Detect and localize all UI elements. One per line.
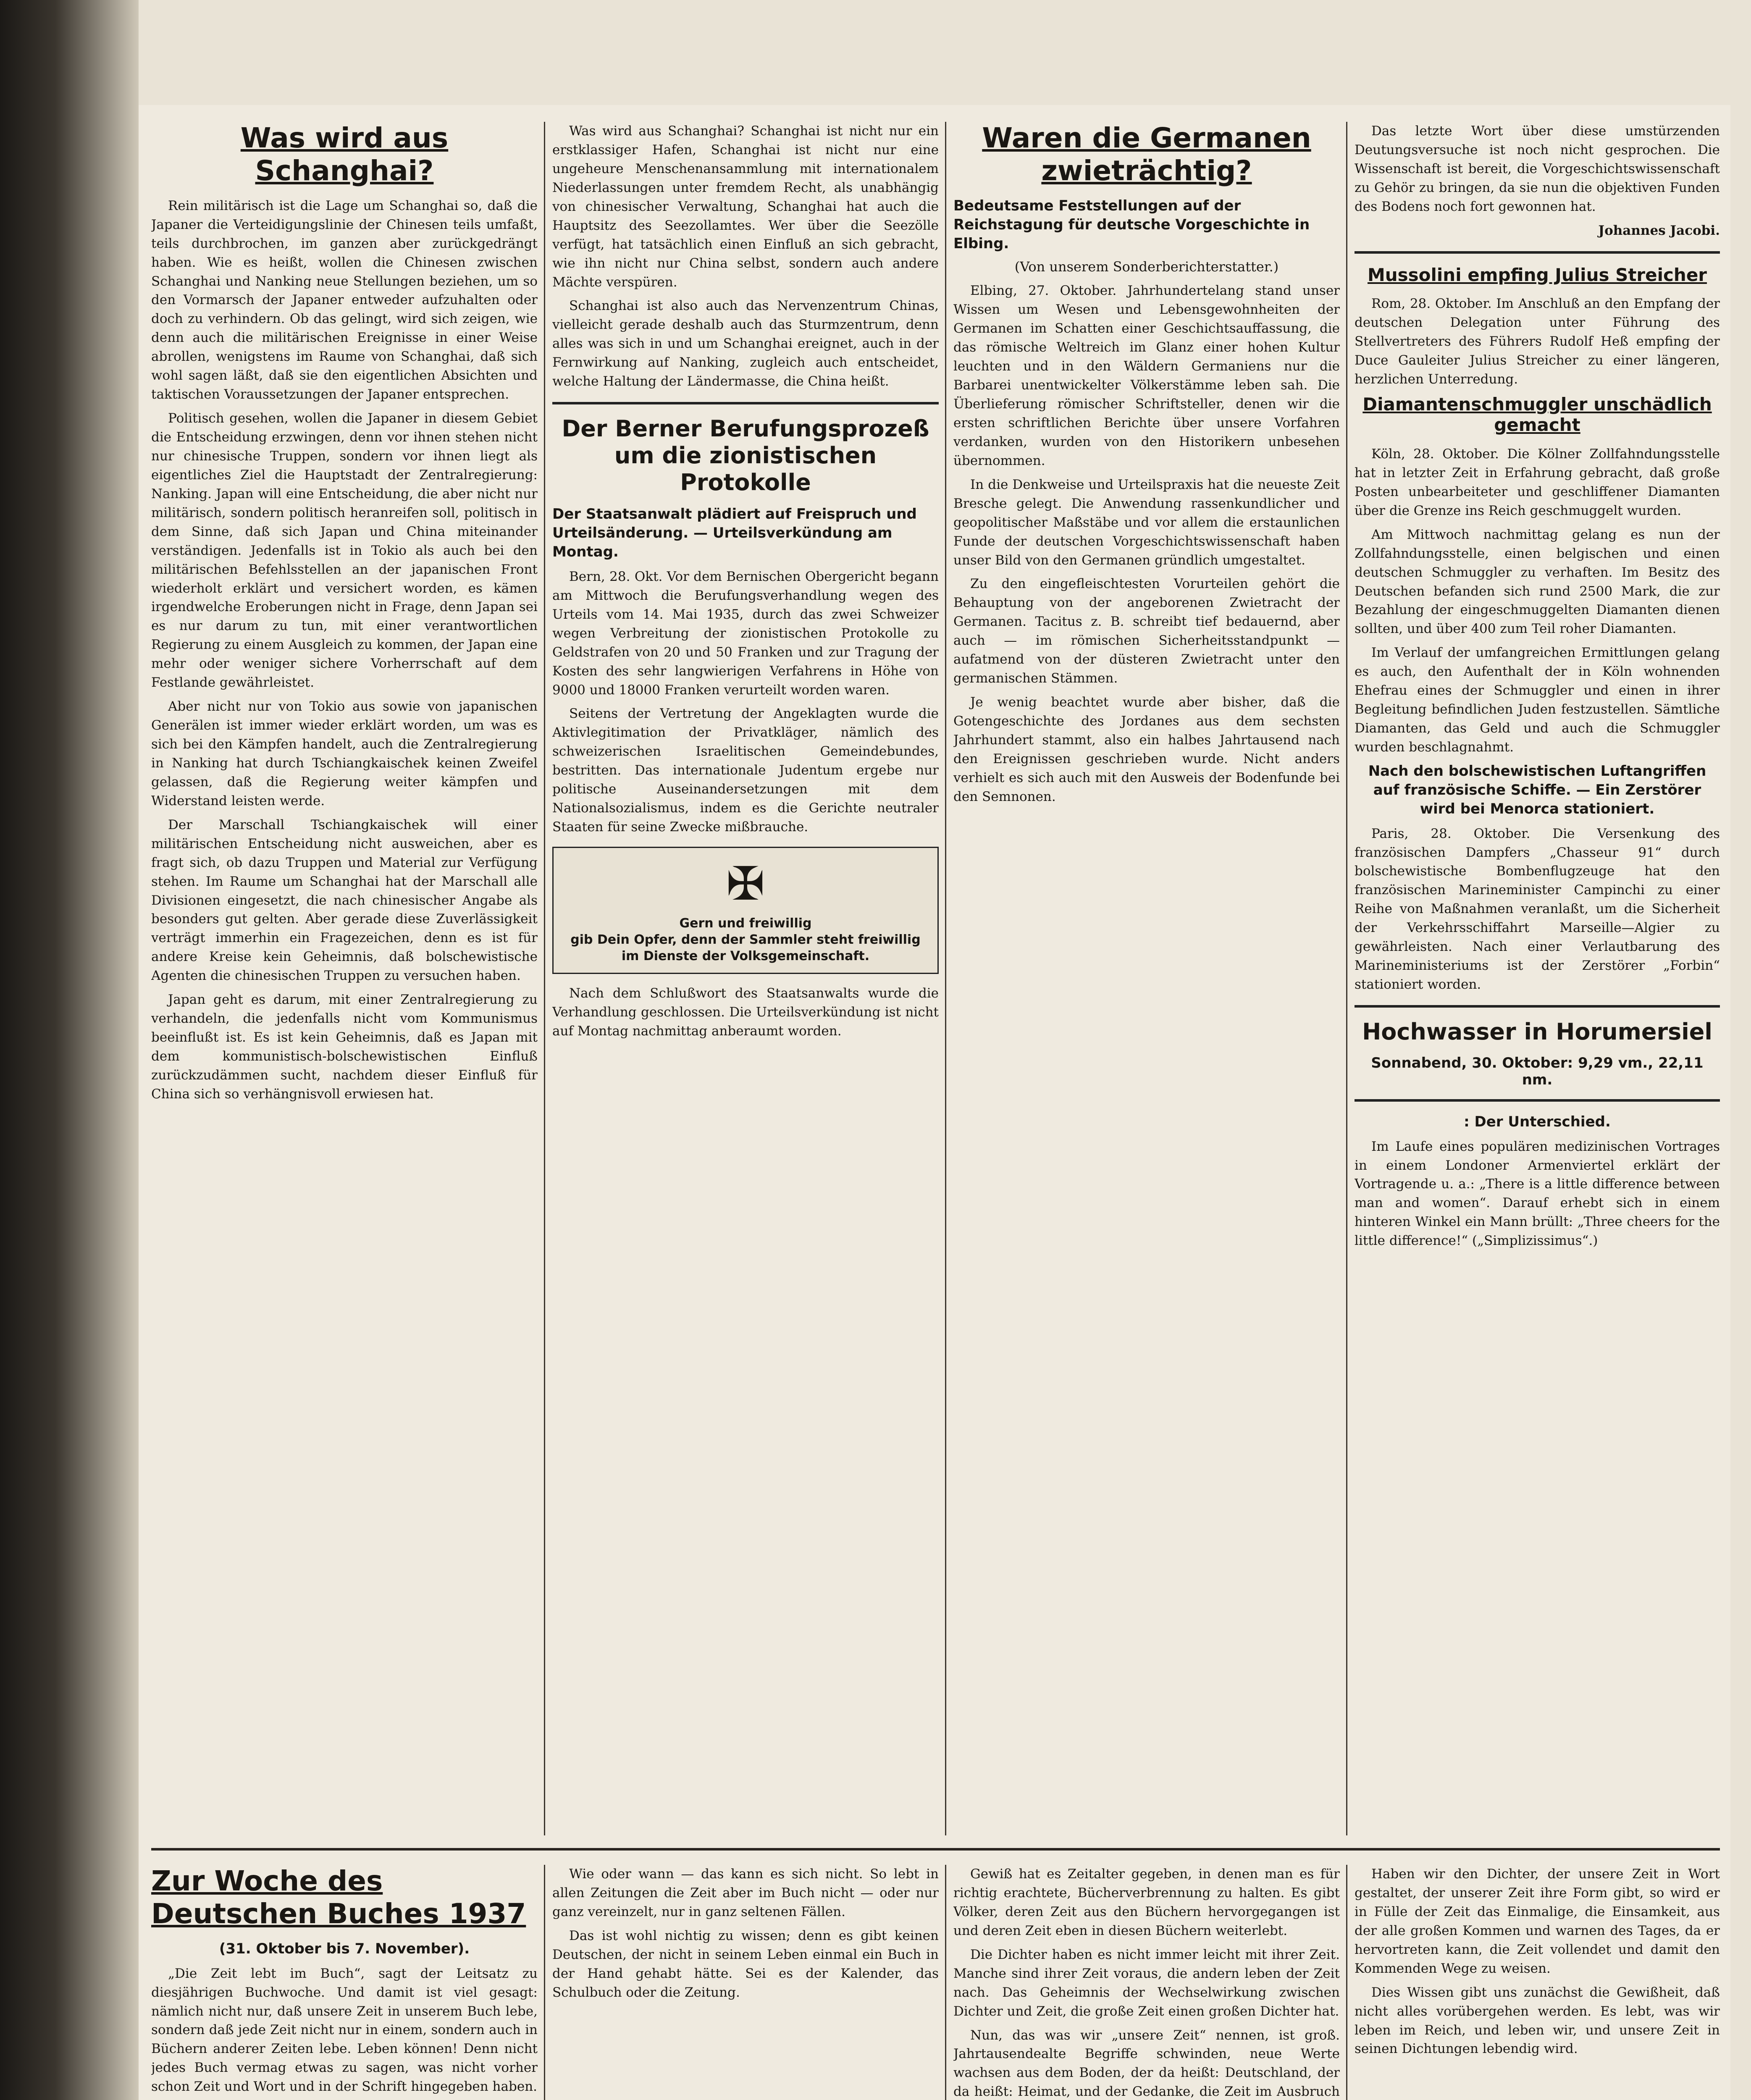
subhead-bern: Der Staatsanwalt plädiert auf Freispruch und Urteilsänderung. — Urteilsverkündung am Montag. [552, 506, 917, 561]
newspaper-page [139, 105, 1730, 2100]
column-divider [1346, 1865, 1347, 2100]
article-separator [1355, 251, 1720, 254]
paragraph: Das letzte Wort über diese umstürzenden Deutungsversuche ist noch nicht gesprochen. Die Wissenschaft ist bereit, die Vorgeschichtswissenschaft zu Gehör zu bringen, da sie nun die objektiven Funden des Bodens noch fort gewonnen hat. [1355, 123, 1720, 214]
paragraph: Im Laufe eines populären medizinischen Vortrages in einem Londoner Armenviertel erklärt der Vortragende u. a.: „There is a little difference between man and women“. Darauf erhebt sich in einem hinteren Winkel ein Mann brüllt: „Three cheers for the little difference!“ („Simplizissimus“.) [1355, 1139, 1720, 1249]
column-buch-1 [151, 1865, 538, 2100]
paragraph: Nach dem Schlußwort des Staatsanwalts wurde die Verhandlung geschlossen. Die Urteilsverkündung ist nicht auf Montag nachmittag anberaumt worden. [552, 986, 939, 1039]
paragraph: „Die Zeit lebt im Buch“, sagt der Leitsatz zu diesjährigen Buchwoche. Und damit ist viel gesagt: nämlich nicht nur, daß unsere Zeit in unserem Buch lebe, sondern daß jede Zeit nicht nur in einem, sondern auch in Büchern anderer Zeiten lebe. Leben können! Denn nicht jedes Buch vermag etwas zu sagen, was nicht vorher schon Zeit und Wort und in der Schrift hingegeben haben. [151, 1966, 538, 2095]
ad-line-2: gib Dein Opfer, denn der Sammler steht freiwillig im Dienste der Volksgemeinschaft. [570, 932, 921, 964]
column-divider [1346, 122, 1347, 1835]
headline-hochwasser: Hochwasser in Horumersiel [1362, 1018, 1712, 1045]
headline-shanghai: Was wird aus Schanghai? [240, 122, 449, 187]
column-germanen [953, 122, 1340, 1835]
paragraph: Japan geht es darum, mit einer Zentralregierung zu verhandeln, die jedenfalls nicht vom Kommunismus beeinflußt ist. Es ist kein Geheimnis, daß es Japan mit dem kommunistisch-bolschewistischen Einfluß zurückzudämmen sucht, nachdem dieser Einfluß für China sich so verhängnisvoll erwiesen hat. [151, 992, 538, 1102]
paragraph: Was wird aus Schanghai? Schanghai ist nicht nur ein erstklassiger Hafen, Schanghai ist nicht nur eine ungeheure Menschenansammlung mit internationalem Niederlassungen unter fremdem Recht, als unabhängig von chinesischer Verwaltung, Schanghai hat auch die Hauptsitz des Seezollamtes. Wer über die Seezölle verfügt, hat tatsächlich einen Einfluß an sich gebracht, wie ihn nicht nur China selbst, sondern auch andere Mächte verspüren. [552, 123, 939, 290]
column-briefs [1355, 122, 1720, 1835]
paragraph: Elbing, 27. Oktober. Jahrhundertelang stand unser Wissen um Wesen und Lebensgewohnheiten der Germanen im Schatten einer Geschichtsauffassung, die das römische Weltreich im Glanz einer hohen Kultur leuchten und in den Wäldern Germaniens nur die Barbarei unentwickelter Völkerstämme leben sah. Die Überlieferung römischer Schriftsteller, denen wir die ersten schriftlichen Berichte über unsere Vorfahren verdanken, wurden von den Historikern unbesehen übernommen. [953, 283, 1340, 468]
paragraph: Schanghai ist also auch das Nervenzentrum Chinas, vielleicht gerade deshalb auch das Sturmzentrum, denn alles was sich in und um Schanghai ereignet, auch in der Fernwirkung auf Nanking, zugleich auch entscheidet, welche Haltung der Ländermasse, die China heißt. [552, 298, 939, 389]
paragraph: Seitens der Vertretung der Angeklagten wurde die Aktivlegitimation der Privatkläger, nämlich des schweizerischen Israelitischen Gemeindebundes, bestritten. Das internationale Judentum ergebe nur politische Auseinandersetzungen mit dem Nationalsozialismus, indem es die Gerichte neutraler Staaten für seine Zwecke mißbrauche. [552, 706, 939, 835]
paragraph: Dies Wissen gibt uns zunächst die Gewißheit, daß nicht alles vorübergehen werden. Es lebt, was wir leben im Reich, und leben wir, und unsere Zeit in seinen Dichtungen lebendig wird. [1355, 1984, 1720, 2057]
paragraph: Köln, 28. Oktober. Die Kölner Zollfahndungsstelle hat in letzter Zeit in Erfahrung gebracht, daß große Posten unbearbeiteter und geschliffener Diamanten über die Grenze ins Reich geschmuggelt wurden. [1355, 446, 1720, 518]
headline-buch: Zur Woche des Deutschen Buches 1937 [151, 1865, 526, 1930]
paragraph: Das ist wohl nichtig zu wissen; denn es gibt keinen Deutschen, der nicht in seinem Leben einmal ein Buch in der Hand gehabt hätte. Sei es der Kalender, das Schulbuch oder die Zeitung. [552, 1928, 939, 2000]
column-divider [945, 1865, 946, 2100]
article-separator [1355, 1099, 1720, 1102]
paragraph: Politisch gesehen, wollen die Japaner in diesem Gebiet die Entscheidung erzwingen, denn vor ihnen stehen nicht nur chinesische Truppen, sondern vor ihnen liegt als eigentliches Ziel die Hauptstadt der Zentralregierung: Nanking. Japan will eine Entscheidung, die aber nicht nur militärisch, sondern politisch heranreifen soll, politisch in dem Sinne, daß sich Japan und China miteinander verständigen. Jedenfalls ist in Tokio als auch bei den militärischen Befehlsstellen an der japanischen Front wiederholt erklärt und versichert worden, es kämen irgendwelche Eroberungen nicht in Frage, denn Japan sei es nur darum zu tun, mit einer verantwortlichen Regierung zu einem Ausgleich zu kommen, der Japan eine mehr oder weniger sichere Vorherrschaft auf dem Festlande gewährleistet. [151, 411, 538, 690]
paragraph: In die Denkweise und Urteilspraxis hat die neueste Zeit Bresche gelegt. Die Anwendung rassenkundlicher und geopolitischer Maßstäbe und vor allem die erstaunlichen Funde der deutschen Vorgeschichtswissenschaft haben unser Bild von den Germanen gründlich umgestaltet. [953, 477, 1340, 568]
column-bern [552, 122, 939, 1835]
paragraph: Im Verlauf der umfangreichen Ermittlungen gelang es auch, den Aufenthalt der in Köln wohnenden Ehefrau eines der Schmuggler und einen in ihrer Begleitung befindlichen Juden festzustellen. Sämtliche Diamanten, das Geld und auch die Schmuggler wurden beschlagnahmt. [1355, 645, 1720, 755]
paragraph: Die Dichter haben es nicht immer leicht mit ihrer Zeit. Manche sind ihrer Zeit voraus, die andern leben der Zeit nach. Das Geheimnis der Wechselwirkung zwischen Dichter und Zeit, die große Zeit einen großen Dichter hat. [953, 1947, 1340, 2019]
column-buch-3 [953, 1865, 1340, 2100]
column-divider [945, 122, 946, 1835]
paragraph: Aber nicht nur von Tokio aus sowie von japanischen Generälen ist immer wieder erklärt worden, um was es sich bei den Kämpfen handelt, auch die Zentralregierung in Nanking hat durch Tschiangkaischek keinen Zweifel gelassen, daß die Regierung weiter kämpfen und Widerstand leisten werde. [151, 699, 538, 808]
tide-times: Sonnabend, 30. Oktober: 9,29 vm., 22,11 nm. [1371, 1054, 1704, 1088]
subhead-germanen: Bedeutsame Feststellungen auf der Reichstagung für deutsche Vorgeschichte in Elbing. [953, 197, 1310, 252]
headline-bern: Der Berner Berufungsprozeß um die zionistischen Protokolle [562, 415, 929, 496]
paragraph: Wie oder wann — das kann es sich nicht. So lebt in allen Zeitungen die Zeit aber im Buch nicht — oder nur ganz vereinzelt, nur in ganz seltenen Fällen. [552, 1866, 939, 1919]
column-buch-2 [552, 1865, 939, 2100]
paragraph: Paris, 28. Oktober. Die Versenkung des französischen Dampfers „Chasseur 91“ durch bolschewistische Bombenflugzeuge hat den französischen Marineminister Campinchi zu einer Reihe von Maßnahmen veranlaßt, um die Sicherheit der Verkehrsschiffahrt Marseille—Algier zu gewährleisten. Nach einer Verlautbarung des Marineministeriums ist der Zerstörer „Forbin“ stationiert worden. [1355, 826, 1720, 992]
column-shanghai [151, 122, 538, 1835]
paragraph: Je wenig beachtet wurde aber bisher, daß die Gotengeschichte des Jordanes aus dem sechsten Jahrhundert stammt, also ein halbes Jahrtausend nach den Ereignissen geschrieben wurde. Nicht anders verhielt es sich auch mit den Ausweis der Bodenfunde bei den Semnonen. [953, 695, 1340, 804]
headline-diamanten: Diamantenschmuggler unschädlich gemacht [1362, 394, 1712, 436]
article-separator [552, 402, 939, 404]
article-separator [1355, 1005, 1720, 1008]
paragraph: Der Marschall Tschiangkaischek will einer militärischen Entscheidung nicht ausweichen, aber es fragt sich, ob dazu Truppen und Material zur Verfügung stehen. Im Raume um Schanghai hat der Marschall alle Divisionen eingesetzt, die nach chinesischer Angabe als besonders gut gelten. Aber gerade diese Zuverlässigkeit verträgt immerhin ein Fragezeichen, denn es ist für andere Kreise kein Geheimnis, daß bolschewistische Agenten die chinesischen Truppen zu versuchen haben. [151, 817, 538, 984]
headline-germanen: Waren die Germanen zwieträchtig? [982, 122, 1311, 187]
paragraph: Nun, das was wir „unsere Zeit“ nennen, ist groß. Jahrtausendealte Begriffe schwinden, neue Werte wachsen aus dem Boden, der da heißt: Deutschland, der da heißt: Heimat, und der Gedanke, die Zeit im Ausbruch [953, 2027, 1340, 2100]
byline-germanen: (Von unserem Sonderberichterstatter.) [1014, 259, 1279, 275]
paragraph: Gewiß hat es Zeitalter gegeben, in denen man es für richtig erachtete, Bücherverbrennung zu halten. Es gibt Völker, deren Zeit aus den Büchern hervorgegangen ist und deren Zeit eben in diesen Büchern weiterlebt. [953, 1866, 1340, 1938]
column-divider [544, 1865, 545, 2100]
paragraph: Haben wir den Dichter, der unsere Zeit in Wort gestaltet, der unserer Zeit ihre Form gibt, so wird er in Fülle der Zeit das Einmalige, die Einsamkeit, aus der alle großen Kommen und warnen des Tages, da er hervortreten kann, die Zeit vollendet und damit den Kommenden Wege zu weisen. [1355, 1866, 1720, 1976]
ad-line-1: Gern und freiwillig [679, 916, 812, 931]
page-binding-shadow [0, 0, 139, 2100]
paragraph: Am Mittwoch nachmittag gelang es nun der Zollfahndungsstelle, einen belgischen und einen deutschen Schmuggler zu verhaften. Im Besitz des Deutschen befanden sich rund 2500 Mark, die zur Bezahlung der eingeschmuggelten Diamanten dienen sollten, und über 400 zum Teil roher Diamanten. [1355, 527, 1720, 637]
paragraph: Rom, 28. Oktober. Im Anschluß an den Empfang der deutschen Delegation unter Führung des Stellvertreters des Führers Rudolf Heß empfing der Duce Gauleiter Julius Streicher zu einer längeren, herzlichen Unterredung. [1355, 296, 1720, 387]
section-divider [151, 1848, 1720, 1851]
charity-ad [552, 847, 939, 974]
headline-mussolini: Mussolini empfing Julius Streicher [1367, 264, 1707, 285]
headline-unterschied: : Der Unterschied. [1464, 1113, 1611, 1130]
column-buch-4 [1355, 1865, 1720, 2100]
paragraph: Rein militärisch ist die Lage um Schanghai so, daß die Japaner die Verteidigungslinie der Chinesen teils umfaßt, teils durchbrochen, im ganzen aber zurückgedrängt haben. Wie es heißt, wollen die Chinesen zwischen Schanghai und Nanking neue Stellungen beziehen, um so den Vormarsch der Japaner entweder aufzuhalten oder doch zu verhindern. Ob das gelingt, wird sich zeigen, wie denn auch die militärischen Ereignisse in einer Weise abrollen, wenigstens im Raume von Schanghai, daß sich wohl sagen läßt, daß sie den eigentlichen Absichten und taktischen Voraussetzungen der Japaner entsprechen. [151, 198, 538, 402]
paragraph: Bern, 28. Okt. Vor dem Bernischen Obergericht begann am Mittwoch die Berufungsverhandlung wegen des Urteils vom 14. Mai 1935, durch das zwei Schweizer wegen Verbreitung der zionistischen Protokolle zu Geldstrafen von 20 und 50 Franken und zur Tragung der Kosten des sehr langwierigen Verfahrens in Höhe von 9000 und 18000 Franken verurteilt worden waren. [552, 569, 939, 698]
headline-luftangriff: Nach den bolschewistischen Luftangriffen auf französische Schiffe. — Ein Zerstörer wird bei Menorca stationiert. [1368, 762, 1706, 817]
column-divider [544, 122, 545, 1835]
eagle-emblem-icon: ✠ [726, 857, 765, 911]
dates-buch: (31. Oktober bis 7. November). [219, 1940, 470, 1957]
signature: Johannes Jacobi. [1598, 223, 1720, 238]
paragraph: Zu den eingefleischtesten Vorurteilen gehört die Behauptung von der angeborenen Zwietracht der Germanen. Tacitus z. B. schreibt tief bedauernd, aber auch — im römischen Sicherheitsstandpunkt — aufatmend von der düsteren Zwietracht unter den germanischen Stämmen. [953, 576, 1340, 686]
